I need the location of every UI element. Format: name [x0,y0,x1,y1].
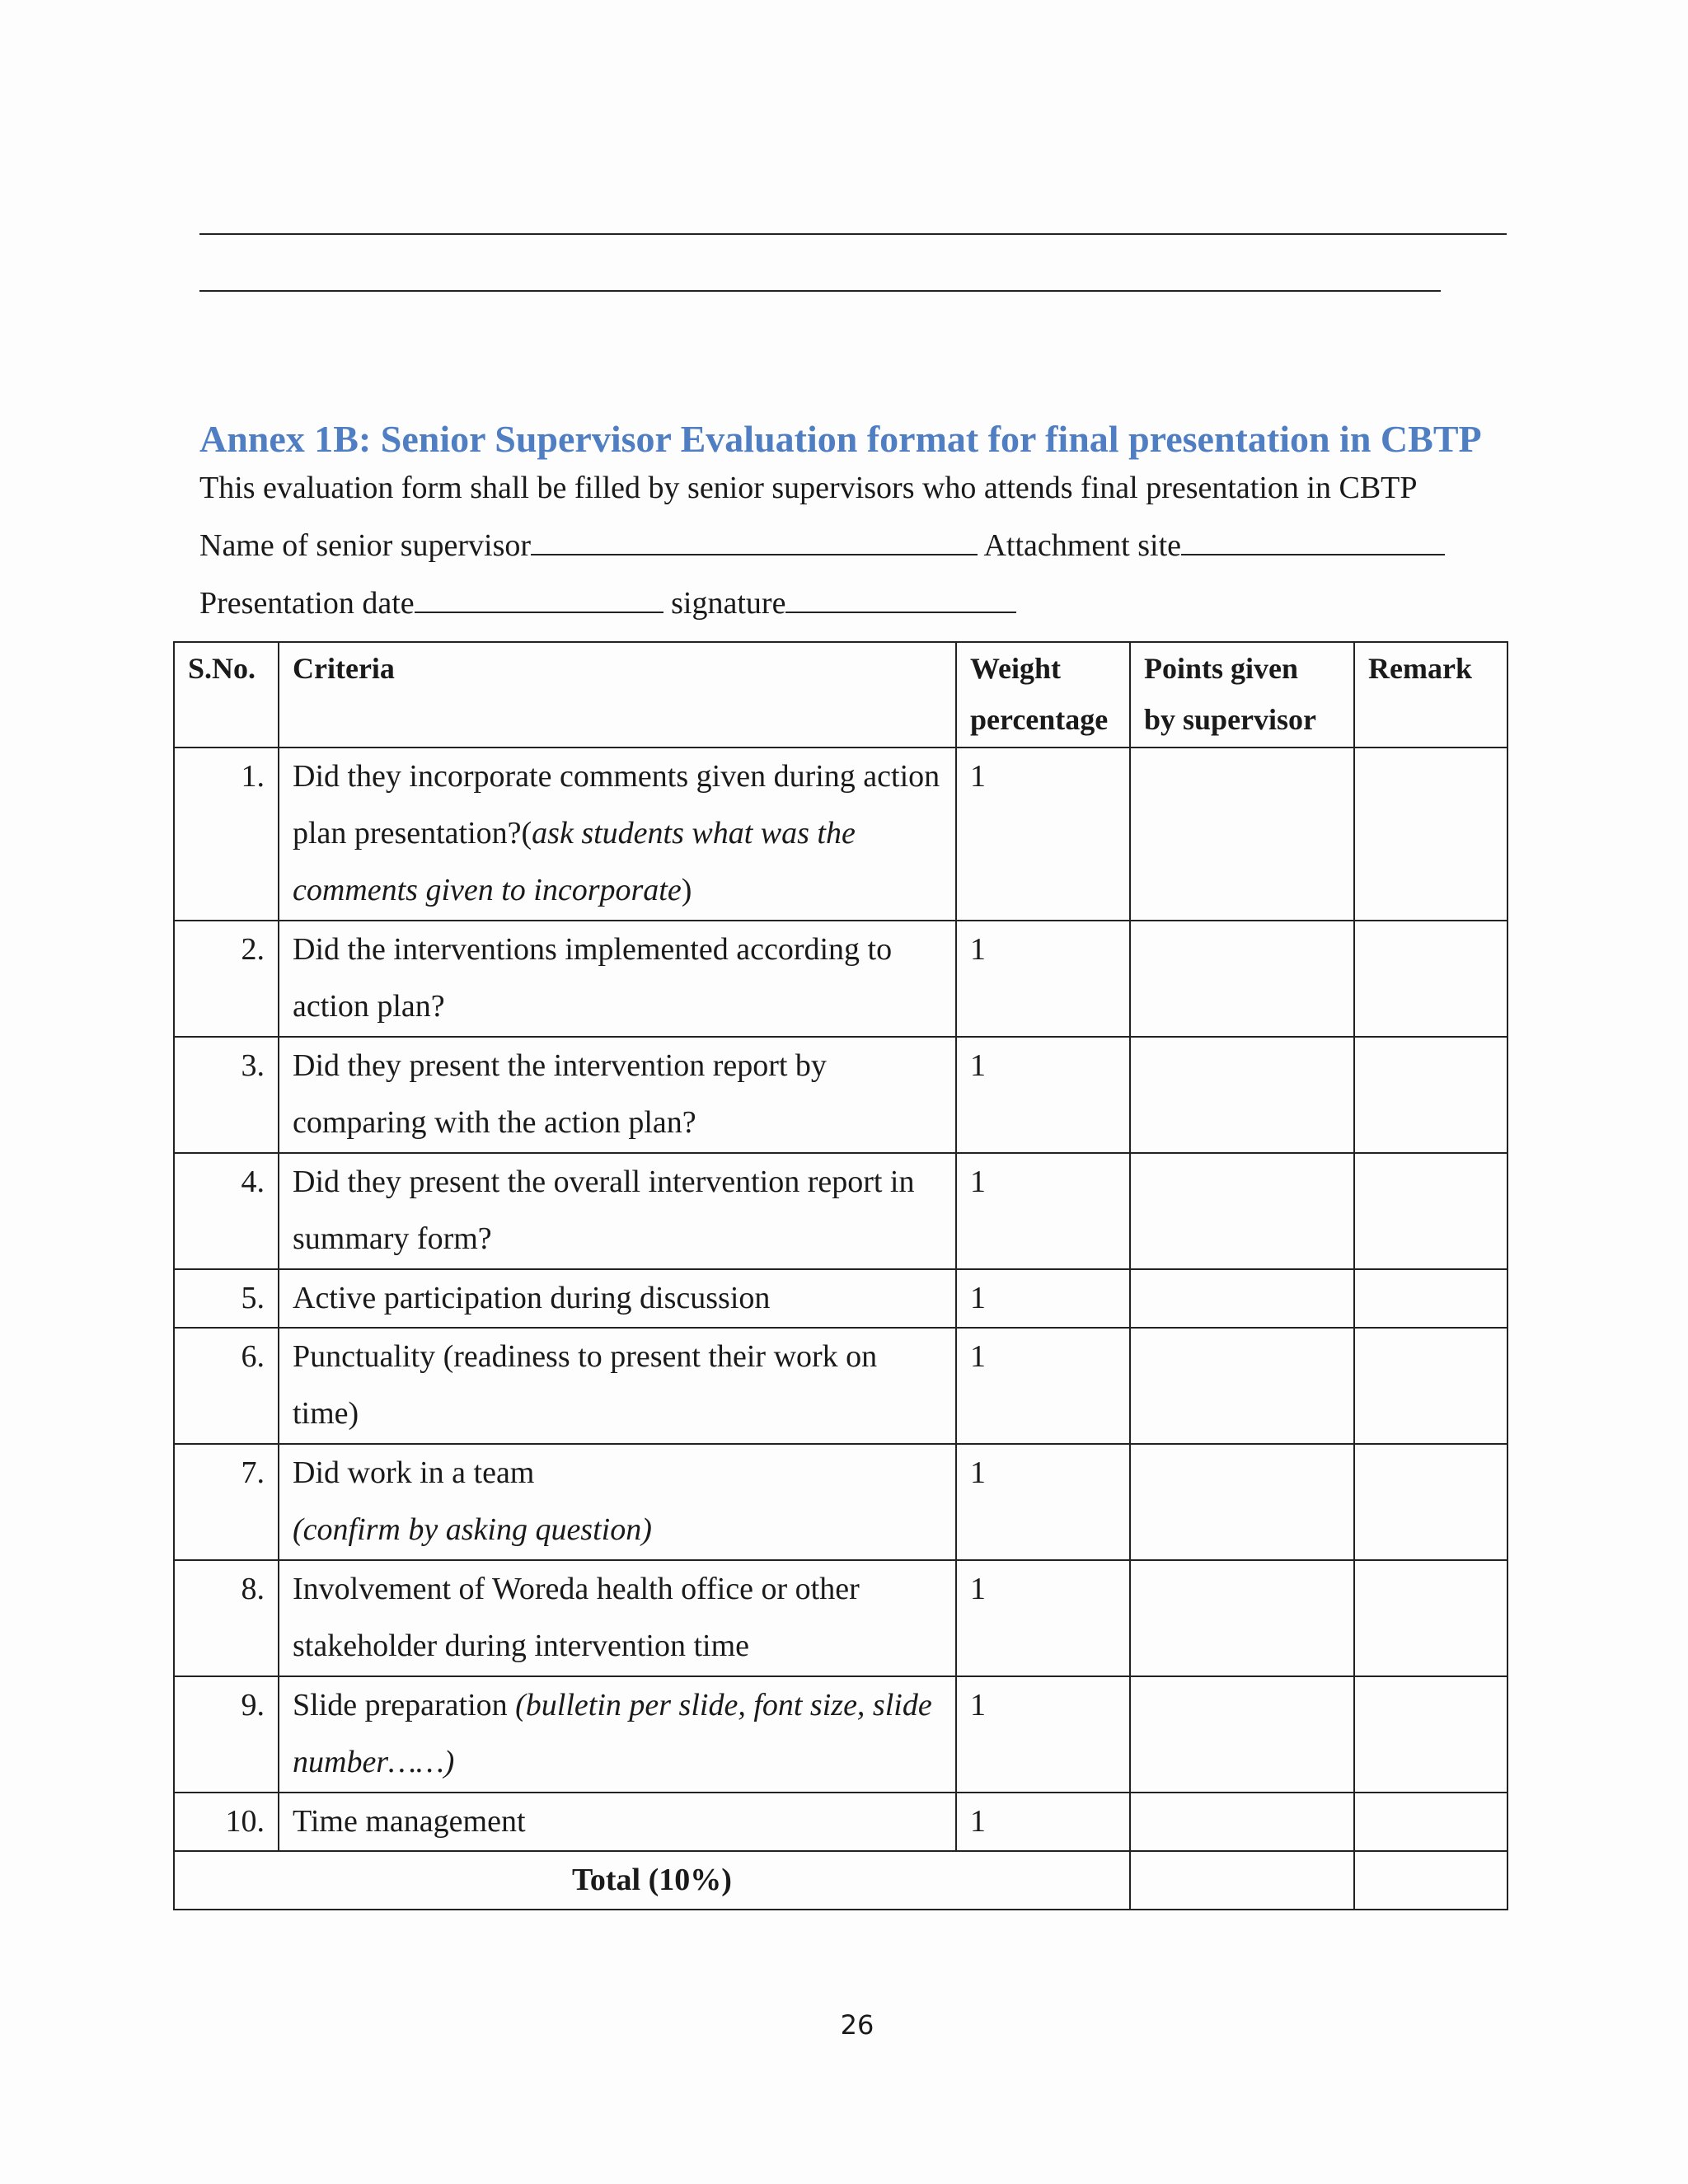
signature-blank[interactable] [785,588,1016,613]
weight-cell: 1 [956,1676,1130,1793]
points-cell[interactable] [1130,748,1354,921]
remark-cell[interactable] [1354,1676,1507,1793]
presentation-date-blank[interactable] [415,588,663,613]
header-points: Points given by supervisor [1130,642,1354,748]
row-number: 10. [174,1793,279,1851]
points-cell[interactable] [1130,1676,1354,1793]
annex-title: Annex 1B: Senior Supervisor Evaluation format for final presentation in CBTP [199,418,1482,460]
total-remark-cell[interactable] [1354,1851,1507,1910]
header-criteria: Criteria [279,642,956,748]
criteria-cell: Did they incorporate comments given during action plan presentation?(ask students what was the comments given to incorporate) [279,748,956,921]
remark-cell[interactable] [1354,1037,1507,1153]
supervisor-name-label: Name of senior supervisor [199,528,532,563]
evaluation-table [173,641,1508,1910]
table-row [174,1560,1507,1676]
header-remark: Remark [1354,642,1507,748]
supervisor-site-fields [199,527,1445,564]
table-row [174,748,1507,921]
intro-text: This evaluation form shall be filled by senior supervisors who attends final presentation in CBTP [199,471,1418,505]
row-number: 1. [174,748,279,921]
remark-cell[interactable] [1354,1444,1507,1560]
row-number: 3. [174,1037,279,1153]
table-row [174,1676,1507,1793]
remark-cell[interactable] [1354,1560,1507,1676]
weight-cell: 1 [956,1328,1130,1444]
row-number: 7. [174,1444,279,1560]
weight-cell: 1 [956,1037,1130,1153]
remark-cell[interactable] [1354,1153,1507,1269]
table-row [174,1153,1507,1269]
row-number: 4. [174,1153,279,1269]
criteria-cell: Time management [279,1793,956,1851]
points-cell[interactable] [1130,1153,1354,1269]
row-number: 6. [174,1328,279,1444]
table-row [174,1444,1507,1560]
supervisor-name-blank[interactable] [531,531,978,555]
criteria-cell: Involvement of Woreda health office or other stakeholder during intervention time [279,1560,956,1676]
weight-cell: 1 [956,921,1130,1037]
criteria-cell: Did they present the intervention report by comparing with the action plan? [279,1037,956,1153]
criteria-cell: Slide preparation (bulletin per slide, font size, slide number……) [279,1676,956,1793]
remark-cell[interactable] [1354,748,1507,921]
total-points-cell[interactable] [1130,1851,1354,1910]
criteria-cell: Did the interventions implemented according to action plan? [279,921,956,1037]
criteria-cell: Active participation during discussion [279,1269,956,1328]
points-cell[interactable] [1130,1560,1354,1676]
points-cell[interactable] [1130,1328,1354,1444]
criteria-cell: Did they present the overall intervention report in summary form? [279,1153,956,1269]
page-number: 26 [840,2009,874,2041]
remark-cell[interactable] [1354,1328,1507,1444]
presentation-date-label: Presentation date [199,586,415,621]
weight-cell: 1 [956,1793,1130,1851]
row-number: 8. [174,1560,279,1676]
header-weight: Weight percentage [956,642,1130,748]
weight-cell: 1 [956,748,1130,921]
blank-line-1 [199,233,1507,235]
table-row [174,1793,1507,1851]
weight-cell: 1 [956,1560,1130,1676]
total-row [174,1851,1507,1910]
date-signature-fields [199,585,1016,621]
points-cell[interactable] [1130,1444,1354,1560]
criteria-cell: Punctuality (readiness to present their work on time) [279,1328,956,1444]
table-row [174,1328,1507,1444]
signature-label: signature [671,586,786,621]
attachment-site-label: Attachment site [983,528,1182,563]
row-number: 5. [174,1269,279,1328]
attachment-site-blank[interactable] [1181,531,1445,555]
row-number: 2. [174,921,279,1037]
row-number: 9. [174,1676,279,1793]
table-row [174,1037,1507,1153]
weight-cell: 1 [956,1153,1130,1269]
points-cell[interactable] [1130,1793,1354,1851]
remark-cell[interactable] [1354,1793,1507,1851]
points-cell[interactable] [1130,1037,1354,1153]
criteria-cell: Did work in a team (confirm by asking question) [279,1444,956,1560]
total-label: Total (10%) [174,1851,1130,1910]
table-row [174,921,1507,1037]
table-header-row [174,642,1507,748]
points-cell[interactable] [1130,1269,1354,1328]
table-row [174,1269,1507,1328]
header-sno: S.No. [174,642,279,748]
points-cell[interactable] [1130,921,1354,1037]
blank-line-2 [199,290,1441,292]
remark-cell[interactable] [1354,1269,1507,1328]
remark-cell[interactable] [1354,921,1507,1037]
weight-cell: 1 [956,1444,1130,1560]
weight-cell: 1 [956,1269,1130,1328]
